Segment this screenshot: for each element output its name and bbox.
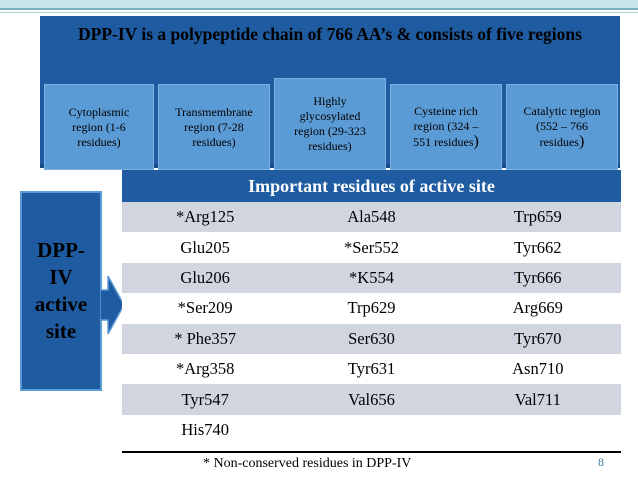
top-decor-line-thin — [0, 12, 638, 13]
table-cell: Tyr670 — [514, 328, 562, 348]
table-row — [122, 293, 621, 323]
table-row — [122, 384, 621, 414]
region-line: region (324 – — [413, 119, 479, 133]
active-site-label-line: site — [45, 319, 77, 343]
table-row — [122, 415, 621, 445]
top-decor-band — [0, 0, 638, 8]
region-line: residues) — [77, 134, 121, 149]
region-cysteine-rich — [390, 84, 502, 170]
table-cell: *Arg125 — [175, 207, 235, 227]
region-line: region (7-28 — [184, 119, 244, 134]
slide-title: DPP-IV is a polypeptide chain of 766 AA’s & consists of five regions — [78, 24, 582, 44]
table-cell: Tyr662 — [514, 237, 562, 257]
table-cell: Glu205 — [180, 237, 230, 257]
table-row — [122, 354, 621, 384]
region-cytoplasmic — [44, 84, 154, 170]
region-close-paren: ) — [578, 133, 585, 150]
table-cell: Ala548 — [347, 207, 396, 227]
table-cell: Val656 — [348, 389, 395, 409]
active-site-label-line: active — [34, 292, 88, 316]
region-line: residues) — [308, 139, 352, 153]
region-line: Catalytic region — [523, 104, 601, 118]
region-close-paren: ) — [473, 133, 479, 150]
table-cell: * Phe357 — [174, 328, 237, 348]
region-line: glycosylated — [299, 109, 361, 123]
table-bottom-rule — [122, 451, 621, 453]
region-line: region (1-6 — [72, 119, 126, 134]
region-line-text: residues — [539, 135, 579, 149]
page-number: 8 — [598, 455, 604, 469]
region-line: region (29-323 — [294, 124, 366, 138]
top-decor-line — [0, 8, 638, 10]
region-line — [524, 134, 601, 150]
table-row — [122, 202, 621, 232]
active-site-residues-table — [122, 170, 621, 445]
footnote: * Non-conserved residues in DPP-IV — [203, 456, 412, 471]
region-transmembrane — [158, 84, 270, 170]
region-line: Transmembrane — [175, 104, 253, 119]
table-cell: Tyr631 — [347, 359, 396, 379]
table-cell: Trp659 — [513, 207, 562, 227]
table-cell: *Arg358 — [175, 359, 235, 379]
table-cell: *Ser552 — [343, 237, 399, 257]
region-line: (552 – 766 — [535, 119, 588, 133]
region-line-text: 551 residues — [413, 135, 474, 149]
table-cell: His740 — [181, 419, 229, 439]
table-cell: Ser630 — [348, 328, 395, 348]
table-row — [122, 263, 621, 293]
table-header: Important residues of active site — [122, 170, 621, 202]
table-cell: *Ser209 — [177, 298, 233, 318]
active-site-label-box — [20, 191, 102, 391]
region-line — [413, 134, 479, 150]
active-site-label-line: IV — [49, 265, 73, 289]
table-row — [122, 324, 621, 354]
table-cell: Arg669 — [512, 298, 563, 318]
table-cell: Trp629 — [347, 298, 396, 318]
table-cell: Asn710 — [512, 359, 564, 379]
table-cell: Tyr547 — [181, 389, 229, 409]
region-line: Cytoplasmic — [68, 104, 130, 119]
right-arrow-icon — [100, 276, 124, 334]
regions-banner — [40, 16, 620, 168]
region-glycosylated — [274, 78, 386, 170]
active-site-label-line: DPP- — [37, 238, 85, 262]
table-cell: Val711 — [514, 389, 561, 409]
region-line: Cysteine rich — [414, 104, 478, 118]
table-cell: Tyr666 — [514, 267, 562, 287]
region-catalytic — [506, 84, 618, 170]
region-line: residues) — [192, 134, 236, 149]
table-cell: Glu206 — [180, 267, 230, 287]
region-line: Highly — [313, 94, 347, 108]
table-row — [122, 232, 621, 262]
table-cell: *K554 — [349, 267, 394, 287]
